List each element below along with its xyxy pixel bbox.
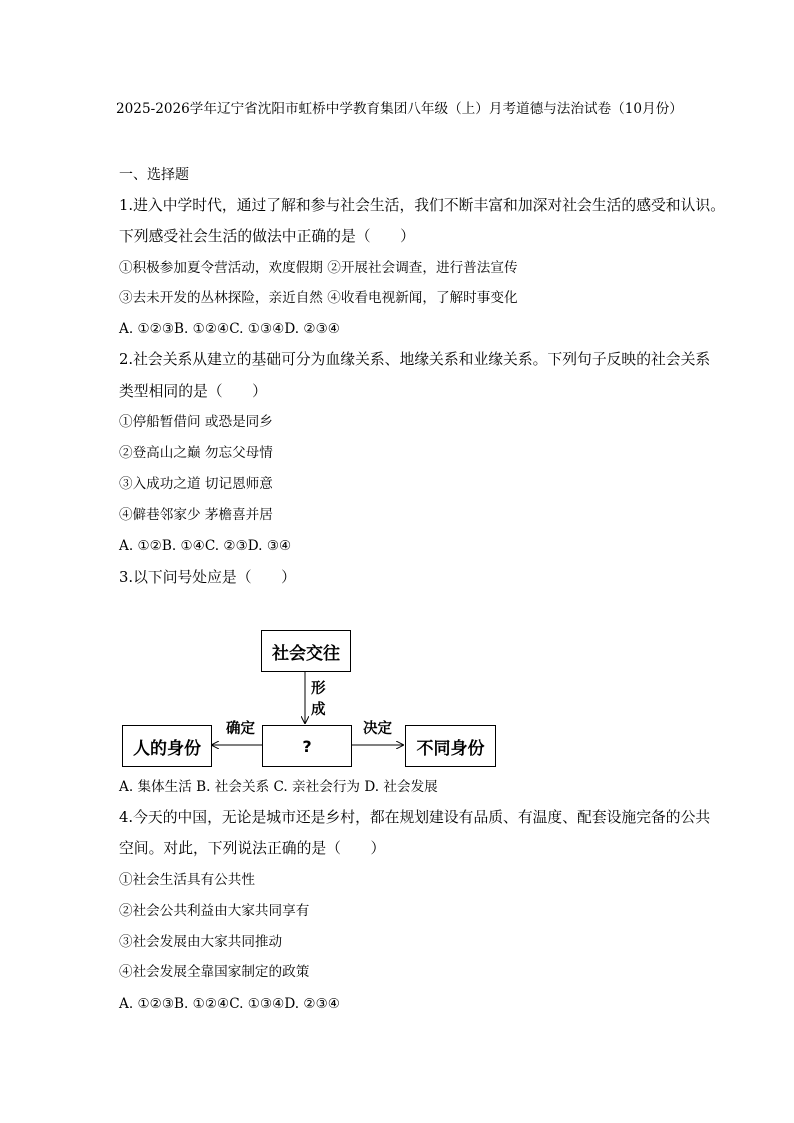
question-2-options: A. ①②B. ①④C. ②③D. ③④	[119, 538, 292, 554]
question-2-statement-3: ③入成功之道 切记恩师意	[119, 476, 273, 492]
question-4-statement-4: ④社会发展全靠国家制定的政策	[119, 964, 310, 980]
exam-title: 2025-2026学年辽宁省沈阳市虹桥中学教育集团八年级（上）月考道德与法治试卷（10月份）	[116, 101, 683, 117]
question-1-options: A. ①②③B. ①②④C. ①③④D. ②③④	[119, 321, 340, 337]
diagram-box-left: 人的身份	[122, 725, 212, 767]
question-4-stem-line-1: 4.今天的中国，无论是城市还是乡村，都在规划建设有品质、有温度、配套设施完备的公共	[119, 809, 711, 826]
question-4-statement-1: ①社会生活具有公共性	[119, 872, 255, 888]
question-4-stem-line-2: 空间。对此，下列说法正确的是（ ）	[119, 840, 386, 857]
section-heading: 一、选择题	[119, 167, 189, 183]
diagram-box-top: 社会交往	[261, 630, 351, 672]
question-4-options: A. ①②③B. ①②④C. ①③④D. ②③④	[119, 996, 340, 1012]
question-3-options: A. 集体生活 B. 社会关系 C. 亲社会行为 D. 社会发展	[119, 779, 438, 795]
question-1-stem-line-1: 1.进入中学时代，通过了解和参与社会生活，我们不断丰富和加深对社会生活的感受和认识。	[119, 197, 725, 214]
arrow-label-decide: 决定	[363, 721, 392, 737]
question-4-statement-3: ③社会发展由大家共同推动	[119, 934, 283, 950]
question-2-statement-2: ②登高山之巅 勿忘父母情	[119, 445, 273, 461]
question-2-stem-line-2: 类型相同的是（ ）	[119, 383, 267, 400]
question-2-statement-1: ①停船暂借问 或恐是同乡	[119, 414, 273, 430]
arrow-label-form-2: 成	[311, 702, 326, 718]
question-3-stem: 3.以下问号处应是（ ）	[119, 569, 296, 586]
diagram-box-center: ?	[262, 725, 352, 767]
question-1-statement-1: ①积极参加夏令营活动，欢度假期 ②开展社会调查，进行普法宣传	[119, 260, 518, 276]
arrow-label-form-1: 形	[311, 681, 326, 697]
diagram-box-right: 不同身份	[405, 725, 496, 767]
arrow-label-determine: 确定	[226, 721, 255, 737]
question-2-statement-4: ④僻巷邻家少 茅檐喜并居	[119, 507, 273, 523]
question-1-statement-2: ③去未开发的丛林探险，亲近自然 ④收看电视新闻，了解时事变化	[119, 290, 518, 306]
question-1-stem-line-2: 下列感受社会生活的做法中正确的是（ ）	[119, 228, 415, 245]
question-2-stem-line-1: 2.社会关系从建立的基础可分为血缘关系、地缘关系和业缘关系。下列句子反映的社会关系	[119, 351, 711, 368]
question-4-statement-2: ②社会公共利益由大家共同享有	[119, 903, 310, 919]
